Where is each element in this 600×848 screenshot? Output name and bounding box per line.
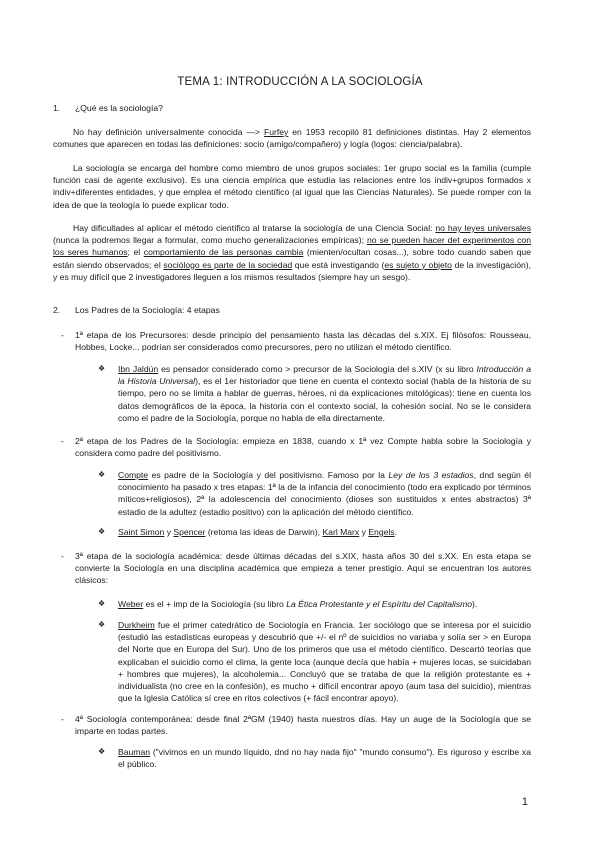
stage-4-dash: - xyxy=(61,714,64,724)
diamond-bullet-icon: ❖ xyxy=(98,747,106,756)
stage-1-dash: - xyxy=(61,330,64,340)
stage-2-dash: - xyxy=(61,436,64,446)
paragraph-definitions: No hay definición universalmente conocida —> Furfey en 1953 recopiló 81 definiciones distintas. Hay 2 elementos comunes que aparecen en todas las definiciones: socio (amigo/compañero) y logía (logos: ciencia/palabra). xyxy=(53,127,531,150)
stage-4-text: 4ª Sociología contemporánea: desde final 2ªGM (1940) hasta nuestros días. Hay un auge de la Sociología que se imparte en todas partes. xyxy=(75,714,531,737)
furfey-link: Furfey xyxy=(263,127,289,137)
section-1-number: 1. xyxy=(53,103,61,113)
stage-3-dash: - xyxy=(61,551,64,561)
bauman-item: Bauman ("vivimos en un mundo líquido, dnd no hay nada fijo" "mundo consumo"). Es riguroso y escribe xa el público. xyxy=(118,747,531,770)
diamond-bullet-icon: ❖ xyxy=(98,364,106,373)
page-number: 1 xyxy=(521,796,528,808)
paragraph-sociology-scope: La sociología se encarga del hombre como miembro de unos grupos sociales: 1er grupo social es la familia (cumple función casi de agente exclusivo). Es una ciencia empírica que estudia las relaciones entre los indiv+grupos formados x indiv+diferentes entidades, y que emplea el método científico (al igual que las Ciencias Naturales). Se puede romper con la idea de que la teología lo puede explicar todo. xyxy=(53,163,531,210)
stage-3-text: 3ª etapa de la sociología académica: desde últimas décadas del s.XIX, hasta años 30 del s.XX. En esta etapa se convierte la Sociología en una disciplina académica que empieza a tener prestigio. Aquí se encuentran los autores clásicos: xyxy=(75,551,531,586)
diamond-bullet-icon: ❖ xyxy=(98,527,106,536)
diamond-bullet-icon: ❖ xyxy=(98,620,106,629)
section-2-heading: Los Padres de la Sociología: 4 etapas xyxy=(75,305,220,315)
stage-2-text: 2ª etapa de los Padres de la Sociología: empieza en 1838, cuando x 1ª vez Compte habla sobre la Sociología y considera como padre del positivismo. xyxy=(75,436,531,459)
ibn-jaldun-item: Ibn Jaldún es pensador considerado como > precursor de la Sociología del s.XIV (x su libro Introducción a la Historia Universal), es el 1er historiador que tiene en cuenta el contexto social (habla de la historia de su tiempo, pero no se limita a hablar de guerras, héroes, ni da explicaciones mitológicas): tiene en cuenta los datos demográficos de la época, la historia con el contexto social, la cohesión social. No se le considera como el padre de la Sociología, porque no habla de ella directamente. xyxy=(118,364,531,423)
stage-1-text: 1ª etapa de los Precursores: desde principio del pensamiento hasta las décadas del s.XIX. Ej filósofos: Rousseau, Hobbes, Locke... podrían ser considerados como precursores, pero no utilizan el método científico. xyxy=(75,330,531,353)
paragraph-difficulties: Hay dificultades al aplicar el método científico al tratarse la sociología de una Ciencia Social: no hay leyes universales (nunca la podremos llegar a formular, como mucho generalizaciones empíricas); no se pueden hacer det experimentos con los seres humanos; el comportamiento de las personas cambia (mienten/ocultan cosas...), sobre todo cuando saben que están siendo observados; el sociólogo es parte de la sociedad que está investigando (es sujeto y objeto de la investigación), y es muy difícil que 2 investigadores lleguen a los mismos resultados (siempre hay un sesgo). xyxy=(53,223,532,282)
durkheim-item: Durkheim fue el primer catedrático de Sociología en Francia. 1er sociólogo que se interesa por el suicidio (estudió las estadísticas europeas y descubrió que +/- el nº de suicidios no variaba y solía ser > en Europa del Norte que en Europa del Sur). Uno de los primeros que usa el método científico. Descartó teorías que explicaban el suicidio como el clima, la gente loca (aunque decía que había + mujeres locas, se suicidaban + hombres que mujeres), la alcoholemia... Concluyó que se trataba de que la religión protestante es + individualista (no cree en la confesión), es mucho + difícil encontrar apoyo (aum tasa del suicidio), mientras que la Iglesia Católica sí cree en ritos colectivos (+ fácil encontrar apoyo). xyxy=(118,620,531,704)
diamond-bullet-icon: ❖ xyxy=(98,470,106,479)
page-title: TEMA 1: INTRODUCCIÓN A LA SOCIOLOGÍA xyxy=(177,76,423,88)
diamond-bullet-icon: ❖ xyxy=(98,599,106,608)
compte-item: Compte es padre de la Sociología y del positivismo. Famoso por la Ley de los 3 estadios, dnd según él conocimiento ha pasado x tres etapas: 1ª la de la infancia del conocimiento (todo era explicado por términos míticos+religiosos), 2ª la adolescencia del conocimiento (dioses son sustituidos x entes abstractos) 3ª estadio de la adultez (estadio positivo) con la aplicación del método científico. xyxy=(118,470,531,517)
section-2-number: 2. xyxy=(53,305,61,315)
other-fathers-item: Saint Simon y Spencer (retoma las ideas de Darwin), Karl Marx y Engels. xyxy=(118,527,397,537)
section-1-heading: ¿Qué es la sociología? xyxy=(75,103,163,113)
weber-item: Weber es el + imp de la Sociología (su libro La Ética Protestante y el Espíritu del Capitalismo). xyxy=(118,599,478,609)
